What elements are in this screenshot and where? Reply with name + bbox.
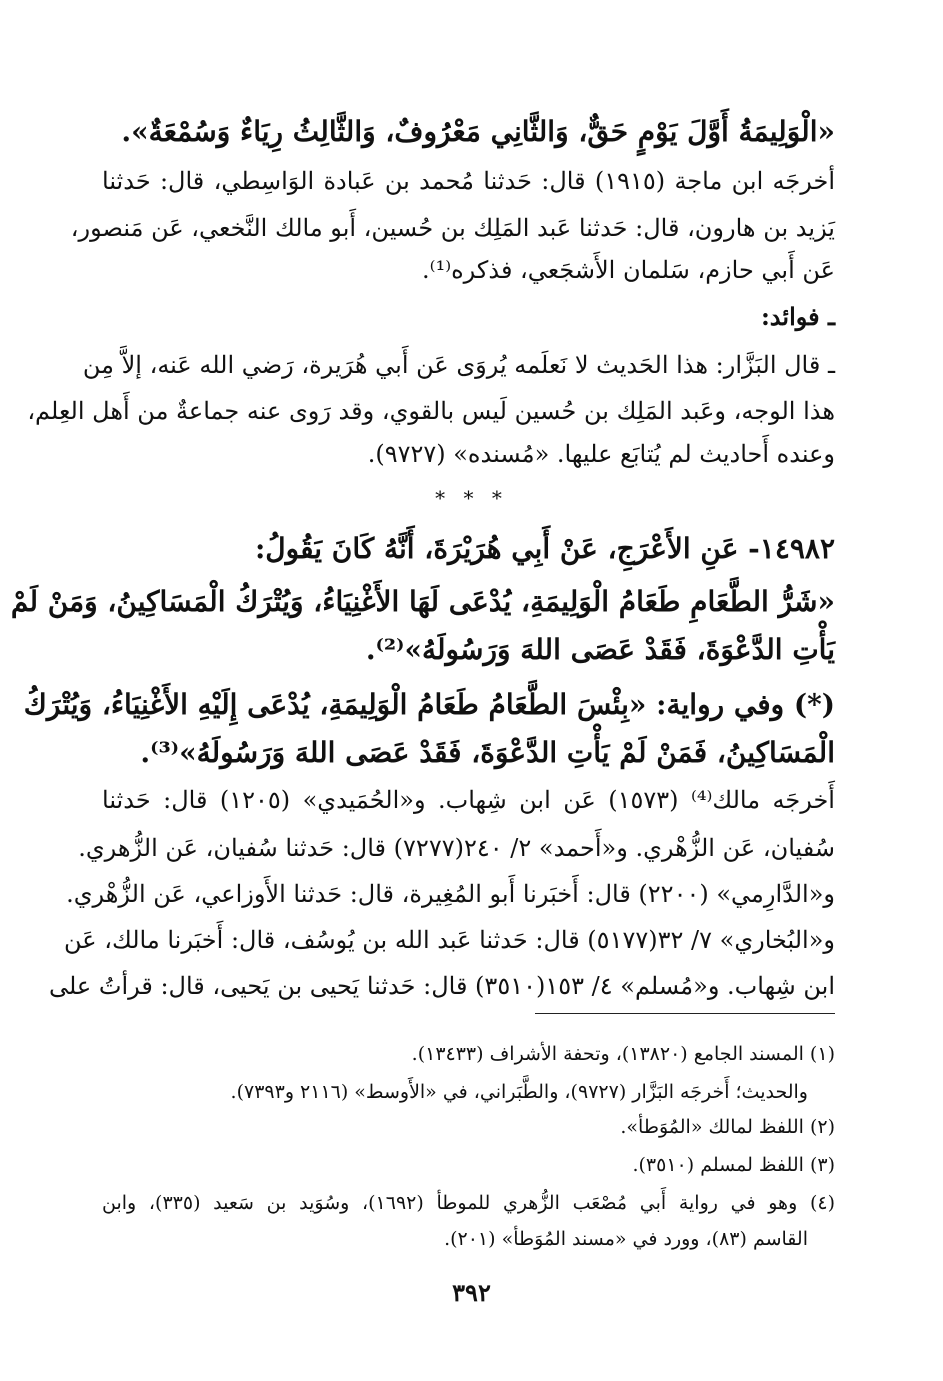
takhrij-line: يَزيد بن هارون، قال: حَدثنا عَبد المَلِك بن حُسين، أَبو مالك النَّخعي، عَن مَنصور،: [70, 214, 835, 242]
footnote-1: (١) المسند الجامع (١٣٨٢٠)، وتحفة الأشراف (١٣٤٣٣).: [411, 1043, 835, 1065]
fawaid-heading: ـ فوائد:: [760, 302, 835, 331]
takhrij-line: أخرجَه ابن ماجة (١٩١٥) قال: حَدثنا مُحمد بن عَبادة الوَاسِطي، قال: حَدثنا: [102, 167, 835, 195]
footnote-4: (٤) وهو في رواية أَبي مُصْعَب الزُّهري للموطأ (١٦٩٢)، وسُوَيد بن سَعيد (٣٣٥)، وابن: [102, 1192, 835, 1214]
footnote-2: (٢) اللفظ لمالك «المُوَطأ».: [620, 1116, 835, 1138]
takhrij-line: ابن شِهاب. و«مُسلم» ٤/ ١٥٣(٣٥١٠) قال: حَدثنا يَحيى بن يَحيى، قال: قرأتُ على: [48, 972, 835, 1000]
footnote-divider: [535, 1013, 835, 1014]
section-separator: * * *: [435, 486, 508, 510]
takhrij-line: سُفيان، عَن الزُّهْري. و«أَحمد» ٢/ ٢٤٠(٧٢٧٧) قال: حَدثنا سُفيان، عَن الزُّهري.: [78, 834, 835, 862]
hadith-text-line: يَأْتِ الدَّعْوَةَ، فَقَدْ عَصَى اللهَ وَرَسُولَهُ»⁽²⁾.: [365, 633, 835, 666]
fawaid-line: هذا الوجه، وعَبد المَلِك بن حُسين لَيس بالقوي، وقد رَوى عنه جماعةٌ من أَهل العِلم،: [27, 397, 835, 425]
footnote-3: (٣) اللفظ لمسلم (٣٥١٠).: [632, 1154, 835, 1176]
hadith-text-line: «شَرُّ الطَّعَامِ طَعَامُ الْوَلِيمَةِ، يُدْعَى لَهَا الأَغْنِيَاءُ، وَيُتْرَكُ الْمَسَاكِينُ، وَمَنْ لَمْ: [10, 585, 835, 618]
takhrij-line: عَن أَبي حازم، سَلمان الأَشجَعي، فذكره⁽¹⁾.: [422, 256, 835, 284]
takhrij-line: أَخرجَه مالك⁽⁴⁾ (١٥٧٣) عَن ابن شِهاب. و«الحُمَيدي» (١٢٠٥) قال: حَدثنا: [102, 786, 835, 814]
footnote-4-continued: القاسم (٨٣)، وورد في «مسند المُوَطأ» (٢٠١).: [444, 1228, 808, 1250]
riwaya-line: الْمَسَاكِينُ، فَمَنْ لَمْ يَأْتِ الدَّعْوَةَ، فَقَدْ عَصَى اللهَ وَرَسُولَهُ»⁽³⁾.: [140, 736, 835, 769]
footnote-1-continued: والحديث؛ أَخرجَه البَزَّار (٩٧٢٧)، والطَّبَراني، في «الأَوسط» (٢١١٦ و٧٣٩٣).: [230, 1081, 808, 1103]
page-number: ٣٩٢: [452, 1278, 491, 1307]
hadith-number-line: ١٤٩٨٢- عَنِ الأَعْرَجِ، عَنْ أَبِي هُرَيْرَةَ، أَنَّهُ كَانَ يَقُولُ:: [254, 532, 835, 565]
riwaya-line: (*) وفي رواية: «بِئْسَ الطَّعَامُ طَعَامُ الْوَلِيمَةِ، يُدْعَى إِلَيْهِ الأَغْنِيَاءُ، وَيُتْرَكُ: [23, 688, 835, 721]
takhrij-line: و«البُخاري» ٧/ ٣٢(٥١٧٧) قال: حَدثنا عَبد الله بن يُوسُف، قال: أَخبَرنا مالك، عَن: [64, 926, 835, 954]
fawaid-line: وعنده أَحاديث لم يُتابَع عليها. «مُسنده» (٩٧٢٧).: [367, 440, 835, 468]
hadith-text-line: «الْوَلِيمَةُ أَوَّلَ يَوْمٍ حَقٌّ، وَالثَّانِي مَعْرُوفٌ، وَالثَّالِثُ رِيَاءٌ وَسُمْعَةٌ».: [121, 115, 835, 148]
fawaid-line: ـ قال البَزَّار: هذا الحَديث لا نَعلَمه يُروَى عَن أَبي هُرَيرة، رَضي الله عَنه، إلاَّ مِن: [82, 351, 835, 379]
takhrij-line: و«الدَّارِمي» (٢٢٠٠) قال: أَخبَرنا أَبو المُغِيرة، قال: حَدثنا الأَوزاعي، عَن الزُّهْري.: [66, 880, 835, 908]
